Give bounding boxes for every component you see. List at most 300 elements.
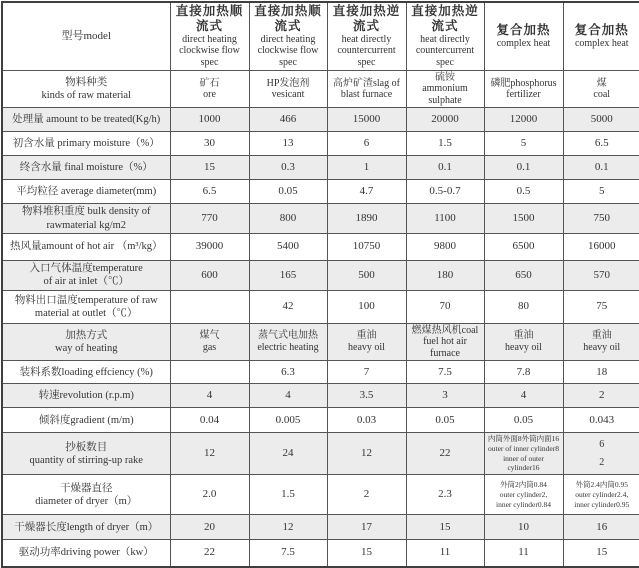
cell-line: 466: [279, 113, 297, 126]
table-cell: [249, 290, 327, 323]
cell-line: 1000: [198, 113, 221, 126]
cell-line: 165: [279, 268, 297, 281]
cell-line: 2.3: [438, 488, 452, 501]
cell-line: 2.0: [202, 488, 217, 501]
table-cell: [327, 290, 406, 323]
cell-line: 15: [596, 546, 608, 559]
table-cell: [563, 204, 639, 233]
row-label: [2, 433, 170, 475]
table-cell: [170, 540, 249, 567]
row-label: [2, 260, 170, 290]
cell-line: 20000: [431, 113, 459, 126]
table-cell: [249, 108, 327, 132]
cell-line: 750: [593, 211, 610, 224]
cell-line: 70: [439, 300, 451, 313]
cell-line: 物料出口温度temperature of raw: [14, 294, 158, 306]
cell-line: 0.1: [516, 161, 531, 174]
cell-line: 倾斜度gradient (m/m): [38, 414, 134, 426]
table-cell: [249, 384, 327, 408]
table-cell: [484, 515, 563, 540]
row-label: [2, 132, 170, 156]
table-cell: [170, 204, 249, 233]
cell-line: 高炉矿渣slag of: [333, 77, 400, 89]
cell-line: 12: [361, 447, 372, 460]
table-cell: [563, 260, 639, 290]
cell-line: 装料系数loading effciency (%): [19, 366, 153, 378]
table-cell: [484, 384, 563, 408]
table-body: [2, 70, 639, 566]
table-row: [2, 156, 639, 180]
table-row: [2, 433, 639, 475]
cell-line: 5000: [590, 113, 613, 126]
cell-line: fuel hot air furnace: [423, 336, 467, 359]
table-cell: [484, 323, 563, 361]
cell-line: inner cylinder0.95: [574, 499, 630, 509]
table-cell: [170, 260, 249, 290]
table-cell: [170, 408, 249, 433]
cell-line: 4: [520, 389, 527, 402]
column-header-3: [327, 2, 406, 70]
cell-line: 0.005: [275, 413, 301, 426]
cell-line: 直接加热顺流式: [254, 4, 322, 33]
table-cell: [563, 290, 639, 323]
cell-line: 100: [358, 300, 375, 313]
table-cell: [249, 433, 327, 475]
cell-line: 重油: [591, 330, 612, 342]
table-cell: [563, 323, 639, 361]
cell-line: of air at inlet（℃）: [43, 276, 129, 288]
table-cell: [484, 233, 563, 260]
cell-line: 干燥器长度length of dryer（m）: [14, 521, 159, 533]
row-label: [2, 156, 170, 180]
cell-line: 2: [599, 456, 605, 468]
cell-line: 物料堆积重度 bulk density of rawmaterial kg/m2: [21, 206, 151, 231]
cell-line: 物料种类: [65, 77, 108, 89]
table-cell: [563, 384, 639, 408]
table-cell: [170, 475, 249, 515]
cell-line: 复合加热: [574, 23, 629, 38]
cell-line: 煤: [596, 77, 607, 89]
table-cell: [170, 108, 249, 132]
cell-line: 直接加热逆流式: [332, 4, 401, 33]
cell-line: 570: [593, 268, 610, 281]
cell-line: way of heating: [55, 342, 118, 354]
table-cell: [327, 156, 406, 180]
table-row: [2, 323, 639, 361]
table-cell: [170, 361, 249, 384]
cell-line: 10750: [352, 240, 381, 253]
table-cell: [249, 475, 327, 515]
cell-line: 1890: [355, 211, 378, 224]
cell-line: 13: [282, 137, 294, 150]
row-label: [2, 384, 170, 408]
cell-line: 硫铵: [435, 71, 455, 83]
cell-line: 1.5: [281, 488, 295, 501]
column-header-1: [170, 2, 249, 70]
row-label: [2, 204, 170, 233]
cell-line: 39000: [195, 240, 224, 253]
table-cell: [563, 233, 639, 260]
cell-line: 0.043: [589, 413, 615, 426]
cell-line: kinds of raw material: [41, 90, 131, 102]
table-cell: [249, 323, 327, 361]
cell-line: 5: [599, 185, 605, 198]
table-cell: [406, 433, 484, 475]
table-cell: [327, 433, 406, 475]
table-cell: [484, 290, 563, 323]
cell-line: 4.7: [359, 185, 374, 198]
cell-line: 0.05: [513, 413, 534, 426]
table-cell: [563, 540, 639, 567]
table-cell: [249, 132, 327, 156]
table-cell: [327, 475, 406, 515]
table-row: [2, 475, 639, 515]
cell-line: 2: [363, 488, 370, 501]
table-row: [2, 233, 639, 260]
dryer-spec-table: [1, 1, 639, 568]
cell-line: 初含水量 primary moisture（%）: [12, 138, 160, 150]
table-cell: [249, 515, 327, 540]
cell-line: 5400: [277, 240, 299, 253]
table-cell: [484, 180, 563, 204]
column-header-6: [563, 2, 639, 70]
table-cell: [327, 384, 406, 408]
table-cell: [563, 515, 639, 540]
cell-line: 0.05: [278, 185, 298, 198]
cell-line: 入口气体温度temperature: [29, 263, 143, 275]
cell-line: 20: [204, 520, 215, 533]
cell-line: outer cylinder2.4,: [575, 489, 629, 499]
table-row: [2, 108, 639, 132]
cell-line: 180: [436, 268, 454, 281]
cell-line: 7.5: [438, 365, 452, 378]
cell-line: 30: [204, 137, 215, 150]
cell-line: 0.5-0.7: [429, 185, 461, 198]
row-label: [2, 70, 170, 108]
cell-line: 9800: [434, 240, 456, 253]
cell-line: ammonium sulphate: [422, 83, 468, 106]
table-row: [2, 70, 639, 108]
table-cell: [406, 70, 484, 108]
table-cell: [406, 156, 484, 180]
cell-line: spec: [436, 57, 454, 69]
table-cell: [327, 108, 406, 132]
table-cell: [406, 204, 484, 233]
cell-line: 6.5: [594, 137, 609, 150]
cell-line: 2: [599, 389, 605, 402]
cell-line: 干燥器直径: [60, 482, 113, 494]
cell-line: 75: [596, 300, 608, 313]
table-cell: [484, 260, 563, 290]
cell-line: 15: [361, 546, 372, 559]
cell-line: 1500: [512, 211, 535, 224]
row-label: [2, 540, 170, 567]
column-header-5: [484, 2, 563, 70]
table-cell: [406, 290, 484, 323]
row-label: [2, 180, 170, 204]
table-cell: [249, 156, 327, 180]
cell-line: 直接加热逆流式: [411, 4, 479, 33]
cell-line: 6500: [512, 240, 535, 253]
table-cell: [170, 132, 249, 156]
table-cell: [170, 323, 249, 361]
cell-line: heat directly: [420, 33, 470, 45]
table-cell: [484, 433, 563, 475]
table-row: [2, 180, 639, 204]
cell-line: 18: [596, 365, 608, 378]
cell-line: 15: [204, 161, 215, 174]
cell-line: 7: [363, 365, 370, 378]
cell-line: 10: [518, 520, 529, 533]
cell-line: clockwise flow: [257, 45, 319, 57]
cell-line: 直接加热顺流式: [175, 4, 244, 33]
table-cell: [563, 132, 639, 156]
cell-line: 型号model: [61, 29, 111, 42]
table-cell: [563, 433, 639, 475]
row-label: [2, 323, 170, 361]
table-cell: [484, 408, 563, 433]
cell-line: complex heat: [496, 37, 551, 49]
table-cell: [170, 290, 249, 323]
table-cell: [563, 70, 639, 108]
cell-line: blast furnace: [340, 89, 393, 101]
cell-line: 17: [361, 520, 372, 533]
cell-line: 5: [520, 137, 527, 150]
table-cell: [249, 233, 327, 260]
table-row: [2, 361, 639, 384]
table-cell: [170, 515, 249, 540]
table-row: [2, 132, 639, 156]
cell-line: 11: [439, 546, 451, 559]
cell-line: 燃煤热风机coal: [411, 324, 479, 336]
table-cell: [406, 132, 484, 156]
cell-line: clockwise flow: [179, 45, 240, 57]
row-label: [2, 475, 170, 515]
row-label: [2, 108, 170, 132]
row-label: [2, 290, 170, 323]
table-cell: [563, 408, 639, 433]
table-cell: [249, 70, 327, 108]
table-cell: [406, 260, 484, 290]
cell-line: 11: [518, 546, 529, 559]
table-cell: [249, 204, 327, 233]
cell-line: 0.3: [281, 161, 295, 174]
table-row: [2, 540, 639, 567]
table-cell: [249, 180, 327, 204]
table-cell: [484, 132, 563, 156]
cell-line: 抄板数目: [65, 441, 108, 453]
table-cell: [327, 361, 406, 384]
table-cell: [406, 323, 484, 361]
column-header-4: [406, 2, 484, 70]
table-cell: [563, 156, 639, 180]
table-row: [2, 408, 639, 433]
table-cell: [406, 408, 484, 433]
cell-line: 4: [206, 389, 213, 402]
table-cell: [484, 204, 563, 233]
cell-line: 矿石: [199, 77, 220, 89]
cell-line: 500: [358, 268, 375, 281]
corner-header-model: [2, 2, 170, 70]
table-cell: [327, 132, 406, 156]
table-cell: [484, 540, 563, 567]
cell-line: spec: [357, 57, 376, 69]
cell-line: spec: [279, 57, 297, 69]
cell-line: 煤气: [199, 330, 220, 342]
row-label: [2, 515, 170, 540]
cell-line: heavy oil: [505, 341, 542, 353]
cell-line: 复合加热: [496, 23, 551, 38]
table-cell: [170, 233, 249, 260]
table-cell: [327, 233, 406, 260]
cell-line: 0.04: [199, 413, 220, 426]
cell-line: 重油: [513, 330, 534, 342]
table-cell: [563, 180, 639, 204]
cell-line: complex heat: [574, 37, 629, 49]
table-cell: [327, 323, 406, 361]
cell-line: heat directly: [341, 33, 392, 45]
table-cell: [170, 384, 249, 408]
cell-line: 外筒2内筒0.84: [500, 480, 547, 490]
cell-line: 处理量 amount to be treated(Kg/h): [12, 114, 161, 126]
cell-line: countercurrent: [337, 45, 396, 57]
table-row: [2, 290, 639, 323]
cell-line: direct heating: [182, 33, 237, 45]
cell-line: 15000: [352, 113, 381, 126]
table-row: [2, 384, 639, 408]
cell-line: diameter of dryer（m）: [35, 495, 138, 507]
row-label: [2, 361, 170, 384]
cell-line: 热风量amount of hot air （m³/kg）: [10, 241, 163, 253]
cell-line: 6: [599, 439, 605, 451]
cell-line: 平均粒径 average diameter(mm): [16, 186, 157, 198]
cell-line: quantity of stirring-up rake: [29, 454, 143, 466]
cell-line: 6.5: [202, 185, 217, 198]
table-cell: [170, 433, 249, 475]
table-cell: [406, 108, 484, 132]
table-cell: [170, 156, 249, 180]
cell-line: 驱动功率driving power（kw）: [18, 547, 154, 559]
cell-line: outer cylinder2,: [499, 489, 548, 499]
table-cell: [484, 361, 563, 384]
row-label: [2, 408, 170, 433]
cell-line: countercurrent: [415, 45, 475, 57]
cell-line: 600: [201, 268, 218, 281]
cell-line: 蒸气式电加热: [258, 330, 318, 342]
table-cell: [327, 515, 406, 540]
table-cell: [327, 180, 406, 204]
table-header: [2, 2, 639, 70]
table-cell: [249, 260, 327, 290]
cell-line: 42: [282, 300, 294, 313]
cell-line: inner of outer cylinder16: [503, 453, 544, 473]
table-row: [2, 260, 639, 290]
table-row: [2, 515, 639, 540]
cell-line: 7.5: [281, 546, 295, 559]
cell-line: HP发泡剂: [266, 77, 310, 89]
cell-line: inner cylinder0.84: [496, 499, 551, 509]
cell-line: 0.1: [438, 161, 452, 174]
cell-line: 7.8: [516, 365, 531, 378]
cell-line: 内筒外面8外筒内面16: [487, 434, 560, 444]
cell-line: 16: [596, 520, 608, 533]
cell-line: 6: [363, 137, 370, 150]
table-cell: [249, 540, 327, 567]
cell-line: coal: [593, 89, 611, 101]
cell-line: 4: [285, 389, 291, 402]
cell-line: 650: [515, 268, 532, 281]
cell-line: heavy oil: [583, 341, 621, 353]
cell-line: 12000: [509, 113, 538, 126]
table-cell: [484, 108, 563, 132]
cell-line: 6.3: [281, 365, 295, 378]
table-cell: [484, 70, 563, 108]
table-cell: [249, 361, 327, 384]
cell-line: 3: [442, 389, 448, 402]
cell-line: 16000: [588, 240, 616, 253]
cell-line: outer of inner cylinder8: [487, 443, 559, 453]
cell-line: gas: [202, 341, 217, 353]
cell-line: 22: [439, 447, 451, 460]
table-cell: [327, 70, 406, 108]
table-cell: [406, 361, 484, 384]
cell-line: electric heating: [257, 341, 319, 353]
cell-line: 15: [439, 520, 451, 533]
cell-line: heavy oil: [348, 341, 385, 353]
cell-line: fertilizer: [506, 89, 541, 101]
table-cell: [406, 475, 484, 515]
cell-line: 外筒2.4内筒0.95: [575, 480, 628, 490]
table-cell: [327, 260, 406, 290]
table-cell: [563, 361, 639, 384]
table-cell: [406, 180, 484, 204]
cell-line: 1100: [434, 211, 456, 224]
cell-line: spec: [200, 57, 219, 69]
cell-line: 3.5: [359, 389, 374, 402]
cell-line: 0.5: [516, 185, 531, 198]
table-cell: [327, 408, 406, 433]
cell-line: 12: [282, 520, 294, 533]
table-cell: [406, 384, 484, 408]
cell-line: material at outlet（℃）: [34, 307, 138, 319]
cell-line: 80: [518, 300, 529, 313]
cell-line: direct heating: [260, 33, 316, 45]
cell-line: 12: [204, 447, 215, 460]
cell-line: vesicant: [271, 89, 305, 101]
cell-line: 磷肥phosphorus: [490, 77, 557, 89]
table-cell: [563, 475, 639, 515]
cell-line: 重油: [356, 330, 377, 342]
table-cell: [327, 540, 406, 567]
cell-line: 0.03: [356, 413, 377, 426]
table-cell: [327, 204, 406, 233]
cell-line: 800: [279, 211, 297, 224]
cell-line: 22: [204, 546, 215, 559]
row-label: [2, 233, 170, 260]
table-cell: [249, 408, 327, 433]
cell-line: 转速revolution (r.p.m): [38, 390, 134, 402]
cell-line: 1: [363, 161, 370, 174]
cell-line: 终含水量 final moisture（%）: [19, 162, 153, 174]
table-cell: [170, 180, 249, 204]
table-cell: [406, 515, 484, 540]
table-cell: [563, 108, 639, 132]
cell-line: 0.1: [594, 161, 609, 174]
cell-line: 24: [282, 447, 294, 460]
table-cell: [406, 540, 484, 567]
column-header-2: [249, 2, 327, 70]
cell-line: 0.05: [435, 413, 455, 426]
